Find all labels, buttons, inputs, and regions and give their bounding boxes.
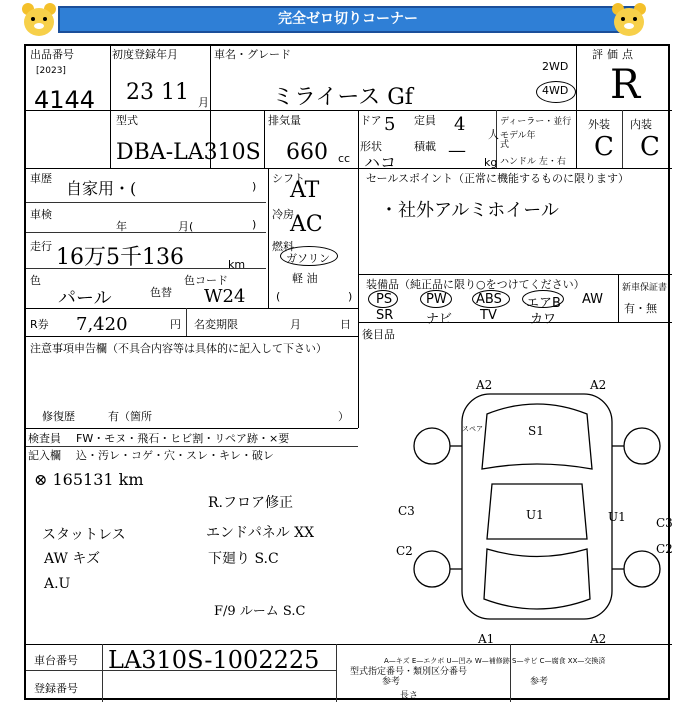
- car-name-value: ミライース Gf: [272, 85, 413, 110]
- fuel-label: 燃料: [272, 240, 294, 253]
- registration-label: 初度登録年月: [112, 48, 178, 61]
- warranty-label: 新車保証書: [622, 283, 668, 293]
- inspector-label: 検査員: [28, 432, 61, 445]
- displacement-label: 排気量: [268, 114, 301, 127]
- fuel-paren: (: [276, 290, 281, 303]
- car-name-label: 車名・グレード: [214, 48, 291, 61]
- registration-unit: 月: [198, 96, 209, 109]
- color-label: 色: [30, 274, 41, 287]
- repair-label: 修復歴: [42, 410, 75, 423]
- damage-mark: C3: [656, 516, 673, 530]
- sales-point-label: セールスポイント（正常に機能するものに限ります）: [366, 172, 630, 185]
- meigi-month: 月: [290, 318, 301, 331]
- bear-mascot-icon: [610, 2, 648, 38]
- score-value: R: [610, 62, 641, 108]
- interior-label: 内装: [630, 118, 652, 131]
- registration-value: 23 11: [126, 80, 189, 105]
- handwritten-note: A.U: [44, 576, 71, 592]
- fuel-diesel: 軽 油: [292, 272, 318, 285]
- handwritten-note: エンドパネル XX: [206, 525, 315, 541]
- exterior-value: C: [594, 132, 614, 162]
- inspector-items: FW・モヌ・飛石・ヒビ割・リペア跡・×要: [76, 432, 290, 445]
- mileage-label: 走行: [30, 240, 52, 253]
- damage-mark: U1: [526, 508, 544, 522]
- repair-value: 有（箇所: [108, 410, 152, 423]
- shift-label: シフト: [272, 172, 305, 185]
- entry-label: 記入欄: [28, 449, 61, 462]
- handwritten-note: スタットレス: [42, 527, 126, 543]
- lot-number: 4144: [34, 86, 96, 114]
- equipment-item: PW: [426, 292, 447, 307]
- damage-mark: S1: [528, 424, 544, 438]
- handwritten-note: F/9 ルーム S.C: [214, 604, 306, 619]
- shaken-month: 月(: [178, 220, 194, 233]
- shaken-year: 年: [116, 220, 127, 233]
- ref-label: 参考: [530, 677, 549, 687]
- fuel-close: ): [348, 290, 353, 303]
- equipment-item: ABS: [476, 292, 502, 307]
- handwritten-odometer: ⊗ 165131 km: [34, 470, 144, 489]
- door-value: 5: [384, 114, 396, 135]
- ac-label: 冷房: [272, 208, 294, 221]
- equipment-item: エアB: [526, 296, 561, 311]
- damage-mark: A2: [590, 632, 607, 646]
- warranty-value: 有・無: [624, 302, 657, 315]
- recycle-label: R券: [30, 318, 49, 331]
- shape-value: ハコ: [364, 153, 397, 172]
- door-label: ドア: [360, 114, 382, 127]
- car-trunk: [484, 549, 590, 609]
- ac-value: AC: [290, 212, 323, 237]
- spare-label: スペア: [462, 425, 483, 433]
- shift-value: AT: [290, 178, 320, 203]
- displacement-unit: cc: [338, 152, 351, 165]
- meigi-day: 日: [340, 318, 351, 331]
- fuel-circle: [280, 246, 338, 266]
- entry-items: 込・汚レ・コゲ・穴・スレ・キレ・破レ: [76, 449, 274, 462]
- front-left-wheel: [414, 428, 450, 464]
- fuel-gas: ガソリン: [286, 252, 330, 265]
- handwritten-note: R.フロア修正: [208, 495, 293, 511]
- damage-mark: U1: [608, 510, 626, 524]
- mileage-value: 16万5千136: [56, 245, 184, 270]
- meigi-label: 名変期限: [194, 318, 238, 331]
- damage-mark: A2: [590, 378, 607, 392]
- equipment-item: PS: [376, 292, 393, 307]
- ref-label: 参考: [382, 677, 401, 687]
- history-value: 自家用・(: [66, 179, 137, 198]
- drive-circle: [536, 81, 576, 103]
- damage-mark: A1: [478, 632, 495, 646]
- recycle-value: 7,420: [76, 314, 128, 335]
- shaken-label: 車検: [30, 208, 52, 221]
- damage-mark: A2: [476, 378, 493, 392]
- model-label: 型式: [116, 114, 138, 127]
- equipment-circle: [522, 290, 564, 308]
- model-class-label: 型式指定番号・類別区分番号: [350, 667, 468, 677]
- load-label: 積載: [414, 140, 436, 153]
- repaint-label: 色替: [150, 286, 172, 299]
- handwritten-note: AW キズ: [44, 551, 101, 567]
- rear-right-wheel: [624, 551, 660, 587]
- equipment-item: カワ: [530, 312, 557, 327]
- rear-left-wheel: [414, 551, 450, 587]
- mileage-unit: km: [228, 258, 246, 271]
- shape-label: 形状: [360, 140, 382, 153]
- equipment-item: ナビ: [426, 312, 453, 327]
- handle-label: ハンドル 左・右: [500, 157, 566, 167]
- equipment-item: AW: [582, 292, 604, 307]
- repair-close: ）: [338, 410, 349, 423]
- length-label: 長さ: [400, 691, 419, 701]
- equipment-circle: [420, 290, 452, 308]
- equipment-circle: [472, 290, 510, 308]
- model-year-label: モデル年式: [500, 131, 536, 150]
- equipment-circle: [368, 290, 398, 308]
- rear-seat-label: 後目品: [362, 328, 395, 341]
- damage-mark: C3: [398, 504, 415, 518]
- equipment-label: 装備品（純正品に限り○をつけてください）: [366, 278, 585, 291]
- drive-2wd: 2WD: [542, 60, 569, 73]
- front-right-wheel: [624, 428, 660, 464]
- damage-mark: C2: [656, 542, 673, 556]
- capacity-value: 4: [454, 114, 466, 135]
- capacity-label: 定員: [414, 114, 436, 127]
- bear-mascot-icon: [20, 2, 58, 38]
- displacement-value: 660: [286, 140, 328, 165]
- color-value: パール: [58, 288, 112, 309]
- history-close: ): [252, 180, 257, 193]
- dealer-label: ディーラー・並行: [500, 117, 572, 127]
- history-label: 車歴: [30, 172, 52, 185]
- notes-label: 注意事項申告欄（不具合内容等は具体的に記入して下さい）: [30, 342, 327, 355]
- model-value: DBA-LA310S: [116, 140, 261, 165]
- chassis-value: LA310S-1002225: [108, 646, 320, 674]
- color-code-value: W24: [204, 286, 246, 307]
- interior-value: C: [640, 132, 660, 162]
- damage-mark: C2: [396, 544, 413, 558]
- recycle-unit: 円: [170, 318, 181, 331]
- capacity-unit: 人: [488, 128, 499, 141]
- banner: [58, 6, 638, 33]
- exterior-label: 外装: [588, 118, 610, 131]
- chassis-label: 車台番号: [34, 654, 78, 667]
- banner-title: 完全ゼロ切りコーナー: [278, 11, 418, 27]
- equipment-item: TV: [480, 308, 497, 323]
- handwritten-note: 下廻り S.C: [208, 551, 279, 567]
- damage-legend: A—キズ E—エクボ U—凹み W—補修跡 S—サビ C—腐食 XX—交換済: [384, 657, 606, 665]
- load-unit: kg: [484, 156, 498, 169]
- year-tag: [2023]: [36, 66, 66, 76]
- equipment-item: SR: [376, 308, 394, 323]
- color-code-label: 色コード: [184, 274, 228, 287]
- lot-number-label: 出品番号: [30, 48, 74, 61]
- registration-number-label: 登録番号: [34, 682, 78, 695]
- sales-point-value: ・社外アルミホイール: [380, 200, 559, 221]
- shaken-close: ): [252, 218, 257, 231]
- load-value: —: [448, 140, 466, 161]
- drive-4wd: 4WD: [542, 84, 569, 97]
- score-label: 評価点: [592, 48, 637, 61]
